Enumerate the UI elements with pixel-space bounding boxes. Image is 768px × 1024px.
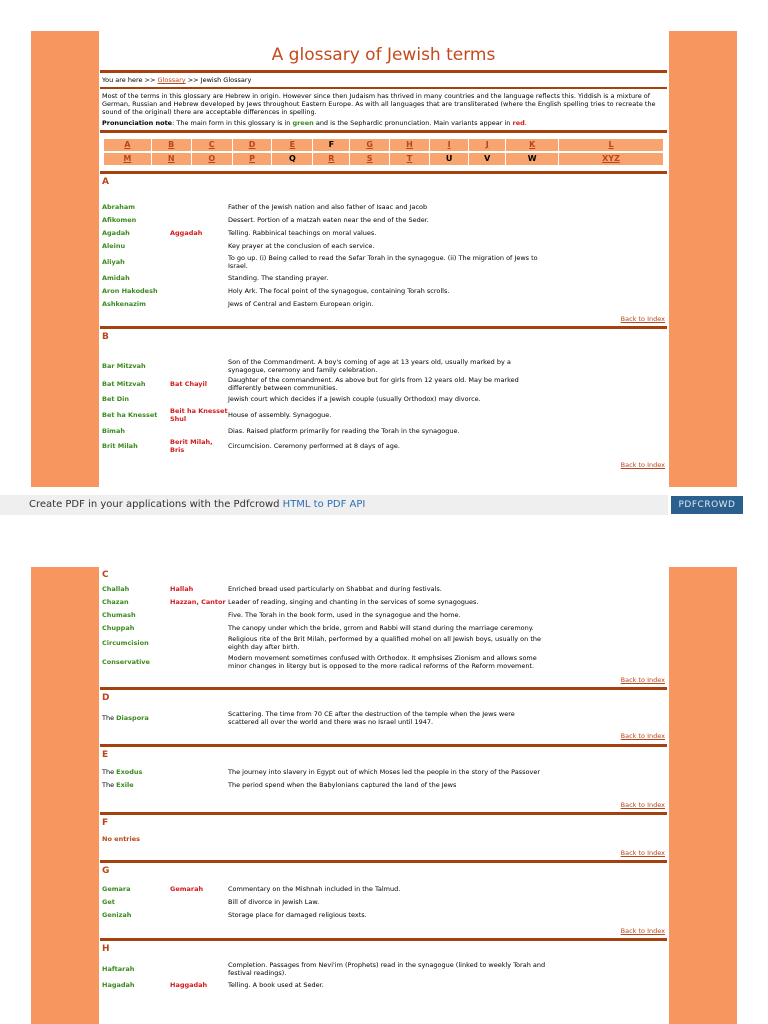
back-to-index-f (102, 849, 665, 857)
index-letter-r[interactable]: R (313, 153, 349, 165)
footer-api-link[interactable]: HTML to PDF API (282, 499, 366, 510)
section-e-entries (100, 767, 667, 791)
index-letter-p[interactable]: P (233, 153, 272, 165)
back-to-index-a (102, 315, 665, 323)
alphabet-index (103, 137, 664, 167)
entry-variant: Haggadah (170, 980, 208, 989)
section-heading-e: E (102, 749, 109, 760)
section-heading-g: G (102, 866, 110, 877)
divider (100, 326, 667, 329)
entry-definition: Leader of reading, singing and chanting in the services of some synagogues. (228, 597, 479, 606)
entry-term: Haftarah (102, 965, 135, 974)
entry-term: Challah (102, 584, 130, 593)
entry-term: Circumcision (102, 639, 149, 648)
glossary-entry (102, 272, 665, 283)
entry-term: Bar Mitzvah (102, 361, 146, 370)
back-to-index-link[interactable]: Back to Index (620, 926, 665, 935)
entry-variant: Hazzan, Cantor (170, 597, 226, 606)
entry-definition: Standing. The standing prayer. (228, 273, 329, 282)
back-to-index-c (102, 676, 665, 684)
index-letter-w[interactable]: W (506, 153, 558, 165)
entry-definition: Jews of Central and Eastern European origin. (228, 299, 374, 308)
entry-definition: Telling. A book used at Seder. (228, 980, 324, 989)
entry-term: Hagadah (102, 980, 135, 989)
section-heading-b: B (102, 332, 109, 343)
glossary-entry (102, 622, 665, 633)
divider (100, 87, 667, 89)
footer-text: Create PDF in your applications with the Pdfcrowd (29, 499, 283, 510)
entry-definition: Five. The Torah in the book form, used in the synagogue and the home. (228, 610, 461, 619)
glossary-entry (102, 767, 665, 778)
glossary-entry (102, 202, 665, 213)
entry-definition: Holy Ark. The focal point of the synagogue, containing Torah scrolls. (228, 286, 450, 295)
left-orange-border (31, 31, 99, 487)
entry-term: Abraham (102, 203, 136, 212)
entry-definition: Circumcision. Ceremony performed at 8 days of age. (228, 442, 400, 451)
entry-term: The Exodus (102, 768, 143, 777)
index-letter-h[interactable]: H (390, 139, 429, 151)
glossary-entry (102, 897, 665, 908)
entry-term: Aleinu (102, 242, 126, 251)
glossary-entry (102, 583, 665, 594)
breadcrumb (102, 76, 665, 84)
pdfcrowd-footer (0, 495, 768, 515)
entry-definition: Enriched bread used particularly on Shabbat and during festivals. (228, 584, 442, 593)
glossary-entry (102, 285, 665, 296)
glossary-entry (102, 394, 665, 405)
glossary-entry (102, 358, 665, 374)
glossary-entry (102, 438, 665, 454)
entry-variant: Berit Milah, Bris (170, 438, 213, 455)
index-letter-s[interactable]: S (350, 153, 388, 165)
divider (100, 860, 667, 863)
glossary-entry (102, 780, 665, 791)
entry-definition: Religious rite of the Brit Milah, performed by a qualified mohel on all Jewish boys, usually on the eighth day after birth. (228, 635, 542, 652)
entry-term: Agadah (102, 229, 130, 238)
entry-definition: The period spend when the Babylonians captured the land of the Jews (228, 781, 457, 790)
breadcrumb-current: >> Jewish Glossary (187, 76, 252, 84)
back-to-index-link[interactable]: Back to Index (620, 460, 665, 469)
entry-definition: House of assembly. Synagogue. (228, 411, 332, 420)
entry-definition: Dessert. Portion of a matzah eaten near the end of the Seder. (228, 216, 429, 225)
glossary-entry (102, 979, 665, 990)
entry-definition: Scattering. The time from 70 CE after the destruction of the temple when the Jews were scattered all over the world and there was no Israel until 1947. (228, 710, 515, 727)
entry-term: Conservative (102, 657, 150, 666)
breadcrumb-prefix: You are here >> (102, 76, 156, 84)
entry-term: The Diaspora (102, 714, 149, 723)
entry-variant: Bat Chayil (170, 379, 207, 388)
entry-definition: The journey into slavery in Egypt out of which Moses led the people in the story of the Passover (228, 768, 541, 777)
index-letter-m[interactable]: M (104, 153, 151, 165)
section-h-entries (100, 961, 667, 990)
entry-term: The Exile (102, 781, 134, 790)
entry-variant: Beit ha Knesset Shul (170, 407, 228, 424)
entry-definition: Modern movement sometimes confused with Orthodox. It emphsises Zionism and allows some minor changes in litergy but is opposed to the more radical reforms of the Reform movement. (228, 653, 537, 670)
glossary-entry (102, 609, 665, 620)
index-letter-v[interactable]: V (469, 153, 505, 165)
glossary-entry (102, 254, 665, 270)
entry-definition: Key prayer at the conclusion of each service. (228, 242, 375, 251)
entry-term: Afikomen (102, 216, 137, 225)
index-letter-i[interactable]: I (430, 139, 468, 151)
entry-definition: Jewish court which decides if a Jewish couple (usually Orthodox) may divorce. (228, 395, 481, 404)
divider (100, 744, 667, 747)
section-b-entries (100, 358, 667, 455)
glossary-entry (102, 298, 665, 309)
pronunciation-note (102, 119, 665, 127)
glossary-entry (102, 910, 665, 921)
back-to-index-g (102, 927, 665, 935)
index-letter-g[interactable]: G (350, 139, 388, 151)
index-letter-t[interactable]: T (390, 153, 429, 165)
entry-definition: Dias. Raised platform primarily for reading the Torah in the synagogue. (228, 426, 460, 435)
glossary-entry (102, 710, 665, 726)
entry-term-word: Exodus (116, 768, 143, 777)
glossary-entry (102, 407, 665, 423)
entry-definition: Commentary on the Mishnah included in the Talmud. (228, 885, 401, 894)
entry-definition: Son of the Commandment. A boy's coming of age at 13 years old, usually marked by a synagogue, ceremony and family celebration. (228, 357, 511, 374)
divider (100, 130, 667, 133)
entry-definition: Father of the Jewish nation and also father of Isaac and Jacob (228, 203, 428, 212)
divider (100, 687, 667, 690)
glossary-entry (102, 215, 665, 226)
entry-variant: Gemarah (170, 885, 204, 894)
back-to-index-e (102, 801, 665, 809)
pronunciation-label: Pronunciation note (102, 118, 173, 127)
divider (100, 812, 667, 815)
glossary-entry (102, 425, 665, 436)
pdf-page-2 (0, 567, 768, 1024)
glossary-entry (102, 654, 665, 670)
back-to-index-link[interactable]: Back to Index (620, 732, 665, 741)
left-orange-border (31, 567, 99, 1024)
entry-variant: Aggadah (170, 229, 203, 238)
index-letter-d[interactable]: D (233, 139, 272, 151)
section-heading-c: C (102, 570, 109, 580)
glossary-entry (102, 884, 665, 895)
index-letter-j[interactable]: J (469, 139, 505, 151)
entry-term: Chuppah (102, 623, 135, 632)
back-to-index-link[interactable]: Back to Index (620, 849, 665, 858)
entry-term: Brit Milah (102, 442, 138, 451)
no-entries-text: No entries (102, 835, 141, 844)
pron-green: green (292, 118, 314, 127)
right-orange-border (669, 31, 737, 487)
right-orange-border (669, 567, 737, 1024)
entry-term: Amidah (102, 273, 130, 282)
section-heading-a: A (102, 176, 109, 187)
entry-term-word: Exile (116, 781, 134, 790)
index-letter-n[interactable]: N (152, 153, 191, 165)
index-letter-e[interactable]: E (272, 139, 312, 151)
pron-text-1: : The main form in this glossary is in (172, 118, 293, 127)
section-a-entries (100, 202, 667, 309)
index-letter-u[interactable]: U (430, 153, 468, 165)
glossary-entry (102, 241, 665, 252)
entry-term: Genizah (102, 911, 132, 920)
glossary-entry (102, 228, 665, 239)
entry-term: Aron Hakodesh (102, 286, 158, 295)
back-to-index-link[interactable]: Back to Index (620, 675, 665, 684)
index-letter-o[interactable]: O (192, 153, 232, 165)
entry-term: Get (102, 898, 115, 907)
entry-variant: Hallah (170, 584, 194, 593)
pron-red: red (512, 118, 525, 127)
entry-term: Ashkenazim (102, 299, 146, 308)
page-title: A glossary of Jewish terms (271, 45, 496, 65)
entry-definition: Daughter of the commandment. As above but for girls from 12 years old. May be marked differently between communities. (228, 375, 519, 392)
index-letter-k[interactable]: K (506, 139, 558, 151)
glossary-entry (102, 635, 665, 651)
pron-text-3: . (524, 118, 527, 127)
back-to-index-b (102, 461, 665, 469)
section-d-entries (100, 710, 667, 726)
index-letter-b[interactable]: B (152, 139, 191, 151)
divider (100, 171, 667, 174)
entry-definition: Storage place for damaged religious texts. (228, 911, 367, 920)
section-heading-d: D (102, 692, 110, 703)
page-content (100, 31, 667, 471)
divider (100, 70, 667, 73)
section-heading-f: F (102, 817, 109, 828)
page-content (100, 567, 667, 992)
entry-term-word: Diaspora (116, 714, 149, 723)
pron-text-2: and is the Sephardic pronunciation. Main variants appear in (313, 118, 513, 127)
index-letter-l[interactable]: L (559, 139, 663, 151)
back-to-index-link[interactable]: Back to Index (620, 315, 665, 324)
entry-term: Bet Din (102, 395, 129, 404)
entry-term: Chazan (102, 597, 129, 606)
index-letter-f[interactable]: F (313, 139, 349, 151)
section-g-entries (100, 884, 667, 921)
entry-definition: To go up. (i) Being called to read the Sefar Torah in the synagogue. (ii) The migration of Jews to Israel. (228, 253, 538, 270)
pdfcrowd-button[interactable]: PDFCROWD (671, 496, 743, 514)
entry-term: Aliyah (102, 257, 125, 266)
section-c-entries (100, 583, 667, 670)
entry-definition: Telling. Rabbinical teachings on moral values. (228, 229, 377, 238)
back-to-index-link[interactable]: Back to Index (620, 800, 665, 809)
index-letter-xyz[interactable]: XYZ (559, 153, 663, 165)
intro-text: Most of the terms in this glossary are Hebrew in origin. However since then Judaism has thrived in many countries and the language reflects this. Yiddish is a mixture of German, Russian and Hebrew developed by Jews throughout Eastern Europe. As with all languages that are transliterated (where the English spelling tries to recreate the sound of the original) there are acceptable differences in spelling. (102, 92, 656, 117)
breadcrumb-glossary-link[interactable]: Glossary (157, 76, 186, 84)
entry-definition: The canopy under which the bride, grrom and Rabbi will stand during the marriage ceremony. (228, 623, 534, 632)
glossary-entry (102, 961, 665, 977)
glossary-entry (102, 596, 665, 607)
divider (100, 938, 667, 941)
entry-term: Bat Mitzvah (102, 379, 146, 388)
entry-definition: Bill of divorce in Jewish Law. (228, 898, 320, 907)
entry-term: Chumash (102, 610, 136, 619)
entry-term: Gemara (102, 885, 131, 894)
entry-definition: Completion. Passages from Nevi'im (Prophets) read in the synagogue (linked to weekly Torah and festival readings). (228, 961, 546, 978)
back-to-index-d (102, 732, 665, 740)
section-heading-h: H (102, 943, 110, 954)
entry-term: Bimah (102, 426, 125, 435)
footer-bar (0, 495, 668, 515)
index-letter-q[interactable]: Q (272, 153, 312, 165)
index-letter-a[interactable]: A (104, 139, 151, 151)
index-letter-c[interactable]: C (192, 139, 232, 151)
entry-term: Bet ha Knesset (102, 411, 158, 420)
glossary-entry (102, 376, 665, 392)
